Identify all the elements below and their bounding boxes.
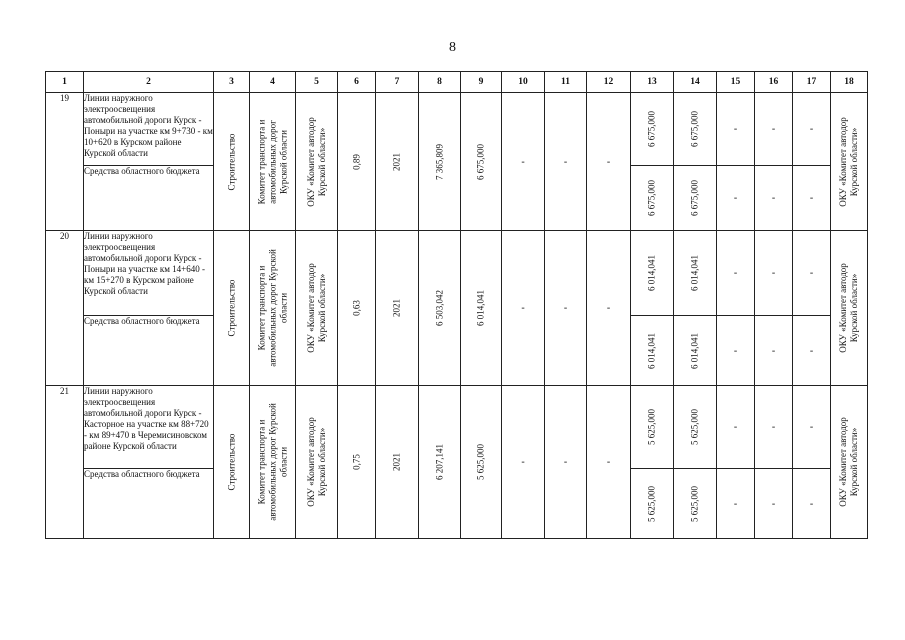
executor-cell [296,231,338,386]
col11-value: - [563,156,568,167]
col14-bottom-cell [674,469,717,539]
col11-value-cell [545,386,587,539]
col10-value-cell [502,386,545,539]
customer-text-line: области [278,292,288,324]
col15-top: - [733,123,738,135]
row-number: 21 [60,386,69,396]
col9-value: 5 625,000 [475,444,486,480]
recipient-text [838,417,860,507]
total-cost-value: 6 503,042 [434,290,444,326]
col10-value: - [521,302,525,314]
col13-top: 6 675,000 [646,111,657,147]
customer-text-line: Комитет транспорта и [256,119,266,204]
col9-value-cell [461,386,502,539]
col14-top: 5 625,000 [689,409,700,445]
recipient-cell [831,93,868,231]
row-number-cell [46,386,84,539]
col16-bottom-cell [755,316,793,386]
col9-value-cell [461,231,502,386]
work-type: Строительство [226,433,236,491]
length-value: 0,63 [351,300,361,316]
recipient-cell [831,231,868,386]
year-value-cell [376,231,419,386]
column-number-18: 18 [831,72,868,93]
column-number-9: 9 [461,72,502,93]
object-name: Линии наружного электроосвещения автомобильной дороги Курск - Поныри на участке км 14+640 - км 15+270 в Курском районе Курской области [84,231,205,296]
object-name-cell [84,93,214,166]
table-row [46,231,868,316]
column-number-3: 3 [214,72,250,93]
length-value: 0,75 [351,454,361,470]
funding-source-cell [84,316,214,386]
col15-bottom-cell [717,166,755,231]
customer-text [256,403,289,521]
col14-bottom: 6 014,041 [689,332,700,369]
total-cost-value-cell [419,386,461,539]
column-number-10: 10 [502,72,545,93]
customer-text-line: автомобильных дорог [267,119,277,204]
year-value-cell [376,386,419,539]
funding-source: Средства областного бюджета [84,469,200,479]
col16-top: - [771,267,776,279]
col11-value-cell [545,93,587,231]
col12-value: - [606,156,611,167]
table-row [46,93,868,166]
customer-text-line: Комитет транспорта и [256,419,266,505]
column-number-15: 15 [717,72,755,93]
length-value: 0,89 [351,153,361,170]
col15-top: - [733,421,738,433]
recipient-text-line: ОКУ «Комитет автодор [838,417,848,507]
col10-value-cell [502,93,545,231]
customer-text-line: Комитет транспорта и [256,265,266,351]
col9-value: 6 675,000 [475,143,486,180]
col17-top-cell [793,93,831,166]
column-number-13: 13 [631,72,674,93]
col9-value: 6 014,041 [475,290,486,326]
col12-value-cell [587,386,631,539]
col15-top: - [733,267,738,279]
col15-top-cell [717,231,755,316]
col13-bottom: 6 014,041 [646,332,657,369]
col14-top-cell [674,231,717,316]
object-name-cell [84,231,214,316]
executor-cell [296,386,338,539]
col11-value: - [563,302,568,314]
executor-text [306,117,328,207]
column-number-4: 4 [250,72,296,93]
col13-top: 5 625,000 [646,409,657,445]
funding-source-cell [84,469,214,539]
col13-bottom: 5 625,000 [646,485,657,522]
col15-top-cell [717,93,755,166]
col16-top-cell [755,231,793,316]
customer-cell [250,386,296,539]
executor-cell [296,93,338,231]
column-number-17: 17 [793,72,831,93]
col17-bottom-cell [793,166,831,231]
customer-text [256,119,289,204]
work-type: Строительство [226,279,236,337]
col16-bottom-cell [755,469,793,539]
funding-source: Средства областного бюджета [84,316,200,326]
page-number: 8 [449,40,456,55]
col11-value-cell [545,231,587,386]
object-name: Линии наружного электроосвещения автомобильной дороги Курск - Поныри на участке км 9+730 - км 10+620 в Курском районе Курской области [84,93,213,158]
recipient-text-line: Курской области» [849,127,859,196]
work-type-cell [214,386,250,539]
table-row [46,386,868,469]
col16-bottom: - [771,498,776,509]
column-number-7: 7 [376,72,419,93]
col10-value: - [521,456,525,468]
executor-text-line: ОКУ «Комитет автодор [305,417,316,507]
col17-bottom-cell [793,469,831,539]
construction-table [45,71,868,539]
object-name-cell [84,386,214,469]
col17-top: - [809,267,814,279]
executor-text-line: ОКУ «Комитет автодор [305,116,316,207]
col14-top: 6 014,041 [689,255,700,291]
year-value: 2021 [391,453,402,471]
col12-value: - [606,456,611,468]
executor-text-line: Курской области» [316,273,327,343]
col17-top-cell [793,386,831,469]
column-number-14: 14 [674,72,717,93]
col10-value-cell [502,231,545,386]
work-type-cell [214,93,250,231]
col16-top: - [771,421,776,433]
col17-bottom: - [809,345,814,356]
column-number-11: 11 [545,72,587,93]
col13-bottom: 6 675,000 [646,180,657,216]
col13-bottom-cell [631,166,674,231]
col13-top-cell [631,386,674,469]
object-name: Линии наружного электроосвещения автомобильной дороги Курск - Касторное на участке км 88+720 - км 89+470 в Черемисиновском районе Курской области [84,386,209,451]
customer-text [256,249,289,367]
length-value-cell [338,93,376,231]
executor-text-line: ОКУ «Комитет автодор [305,263,316,353]
executor-text-line: Курской области» [316,427,327,497]
col13-top-cell [631,93,674,166]
col16-bottom: - [771,192,776,204]
row-number: 20 [60,231,69,241]
col13-top: 6 014,041 [646,255,657,291]
col14-bottom-cell [674,166,717,231]
recipient-text-line: Курской области» [849,273,859,343]
total-cost-value: 7 365,809 [434,143,444,180]
recipient-text [838,263,860,353]
col16-bottom: - [771,345,776,356]
customer-text-line: автомобильных дорог Курской [267,403,277,521]
col16-top-cell [755,93,793,166]
col17-top-cell [793,231,831,316]
total-cost-value-cell [419,231,461,386]
column-number-1: 1 [46,72,84,93]
year-value: 2021 [391,152,402,171]
column-number-8: 8 [419,72,461,93]
col17-top: - [809,421,814,433]
col17-bottom: - [809,192,814,204]
col14-bottom-cell [674,316,717,386]
col17-bottom: - [809,498,814,509]
customer-cell [250,93,296,231]
customer-text-line: области [278,446,288,478]
total-cost-value-cell [419,93,461,231]
col15-bottom: - [733,345,738,356]
recipient-cell [831,386,868,539]
executor-text [306,263,328,353]
customer-text-line: автомобильных дорог Курской [267,249,277,367]
col15-bottom-cell [717,316,755,386]
customer-cell [250,231,296,386]
col10-value: - [521,156,525,167]
col16-top: - [771,123,776,135]
work-type-cell [214,231,250,386]
year-value-cell [376,93,419,231]
funding-source: Средства областного бюджета [84,166,200,176]
length-value-cell [338,231,376,386]
column-number-6: 6 [338,72,376,93]
recipient-text-line: Курской области» [849,427,859,497]
row-number: 19 [60,93,69,103]
executor-text [306,417,328,507]
funding-source-cell [84,166,214,231]
col14-top: 6 675,000 [689,111,700,147]
col15-top-cell [717,386,755,469]
recipient-text-line: ОКУ «Комитет автодор [838,263,848,353]
row-number-cell [46,93,84,231]
col13-bottom-cell [631,469,674,539]
recipient-text-line: ОКУ «Комитет автодор [838,116,848,207]
col13-bottom-cell [631,316,674,386]
col14-top-cell [674,386,717,469]
col12-value-cell [587,93,631,231]
col12-value: - [606,302,611,314]
col13-top-cell [631,231,674,316]
col15-bottom-cell [717,469,755,539]
col12-value-cell [587,231,631,386]
column-number-5: 5 [296,72,338,93]
column-number-16: 16 [755,72,793,93]
col17-top: - [809,123,814,135]
executor-text-line: Курской области» [316,127,327,196]
col15-bottom: - [733,498,738,509]
col17-bottom-cell [793,316,831,386]
row-number-cell [46,231,84,386]
year-value: 2021 [391,299,402,317]
length-value-cell [338,386,376,539]
column-number-row [46,72,868,93]
col14-bottom: 5 625,000 [689,485,700,522]
col16-bottom-cell [755,166,793,231]
work-type: Строительство [226,133,236,190]
col11-value: - [563,456,568,468]
col14-top-cell [674,93,717,166]
col9-value-cell [461,93,502,231]
total-cost-value: 6 207,141 [434,444,444,480]
recipient-text [838,117,860,207]
column-number-12: 12 [587,72,631,93]
col14-bottom: 6 675,000 [689,180,700,216]
col15-bottom: - [733,192,738,204]
col16-top-cell [755,386,793,469]
customer-text-line: Курской области [278,129,288,194]
column-number-2: 2 [84,72,214,93]
